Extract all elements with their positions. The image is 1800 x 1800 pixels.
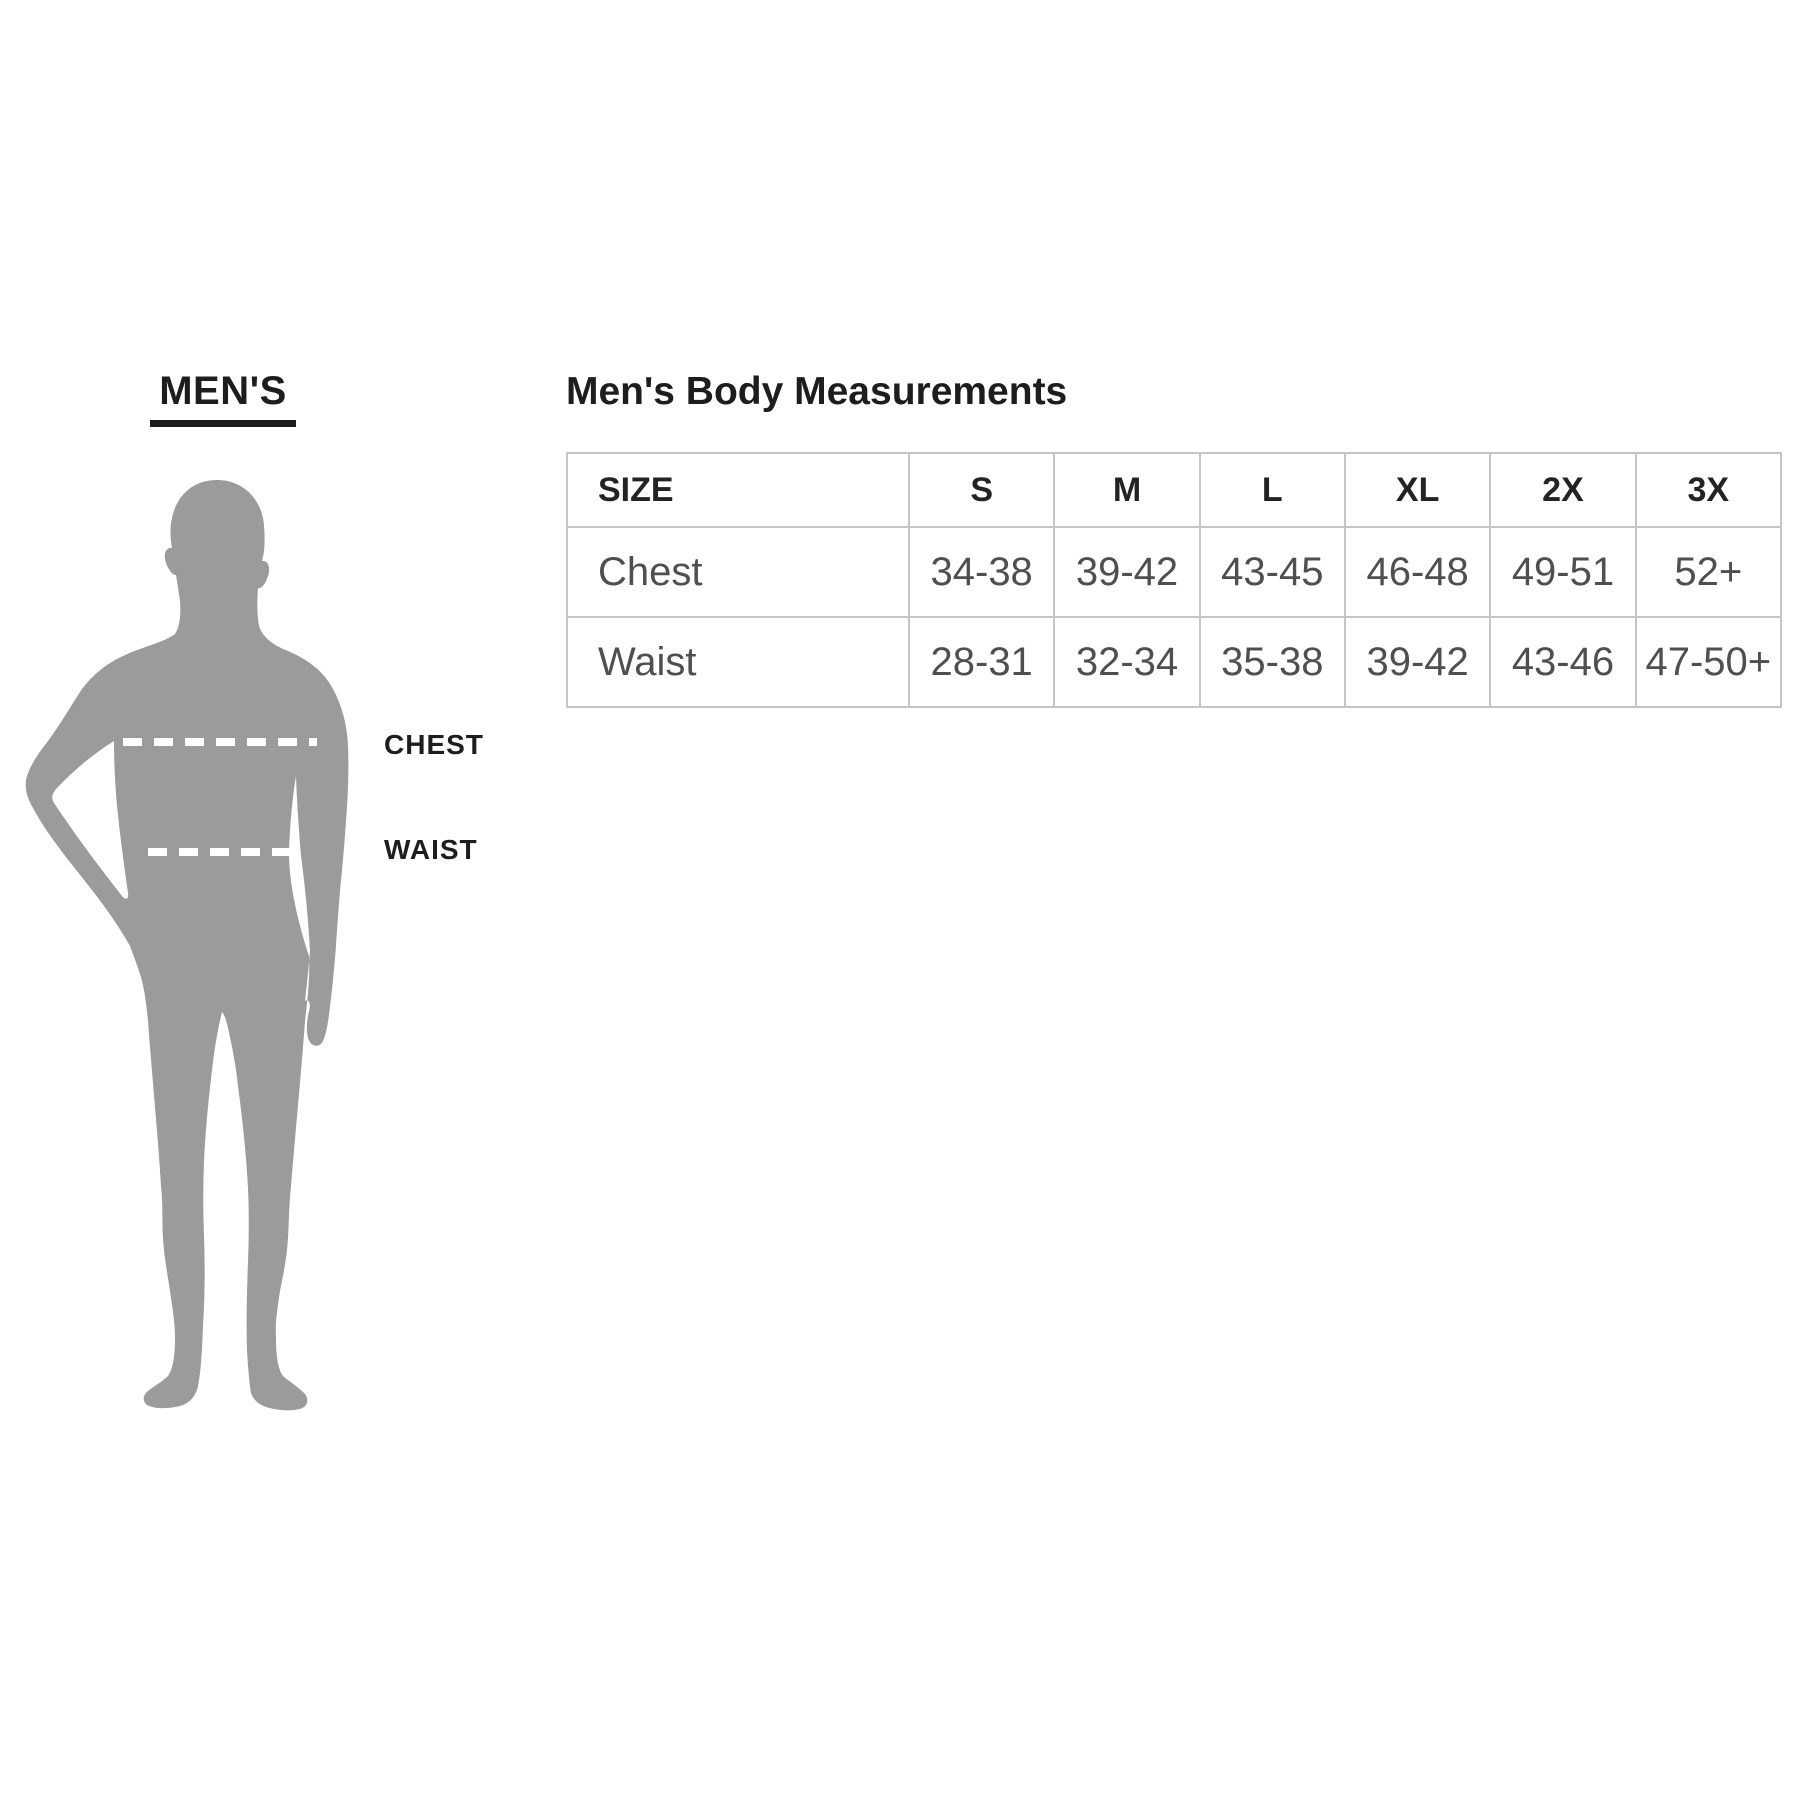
body-silhouette-shape xyxy=(26,480,349,1410)
cell-waist-3x: 47-50+ xyxy=(1636,617,1781,707)
col-header-m: M xyxy=(1054,453,1199,527)
table-row-chest xyxy=(567,527,1781,617)
row-label-chest: Chest xyxy=(567,527,909,617)
cell-waist-l: 35-38 xyxy=(1200,617,1345,707)
cell-chest-3x: 52+ xyxy=(1636,527,1781,617)
cell-waist-m: 32-34 xyxy=(1054,617,1199,707)
col-header-l: L xyxy=(1200,453,1345,527)
cell-chest-2x: 49-51 xyxy=(1490,527,1635,617)
row-label-waist: Waist xyxy=(567,617,909,707)
cell-chest-xl: 46-48 xyxy=(1345,527,1490,617)
table-row-waist xyxy=(567,617,1781,707)
col-header-size: SIZE xyxy=(567,453,909,527)
chest-label: CHEST xyxy=(384,729,484,760)
male-silhouette-icon xyxy=(18,475,363,1415)
cell-chest-m: 39-42 xyxy=(1054,527,1199,617)
cell-chest-l: 43-45 xyxy=(1200,527,1345,617)
cell-waist-s: 28-31 xyxy=(909,617,1054,707)
col-header-s: S xyxy=(909,453,1054,527)
section-heading-mens: MEN'S xyxy=(150,371,296,427)
col-header-3x: 3X xyxy=(1636,453,1781,527)
col-header-2x: 2X xyxy=(1490,453,1635,527)
cell-waist-xl: 39-42 xyxy=(1345,617,1490,707)
male-silhouette-figure xyxy=(18,475,363,1415)
table-title: Men's Body Measurements xyxy=(566,370,1068,413)
col-header-xl: XL xyxy=(1345,453,1490,527)
cell-waist-2x: 43-46 xyxy=(1490,617,1635,707)
measurements-table xyxy=(566,452,1782,708)
cell-chest-s: 34-38 xyxy=(909,527,1054,617)
table-header-row xyxy=(567,453,1781,527)
waist-label: WAIST xyxy=(384,834,478,865)
